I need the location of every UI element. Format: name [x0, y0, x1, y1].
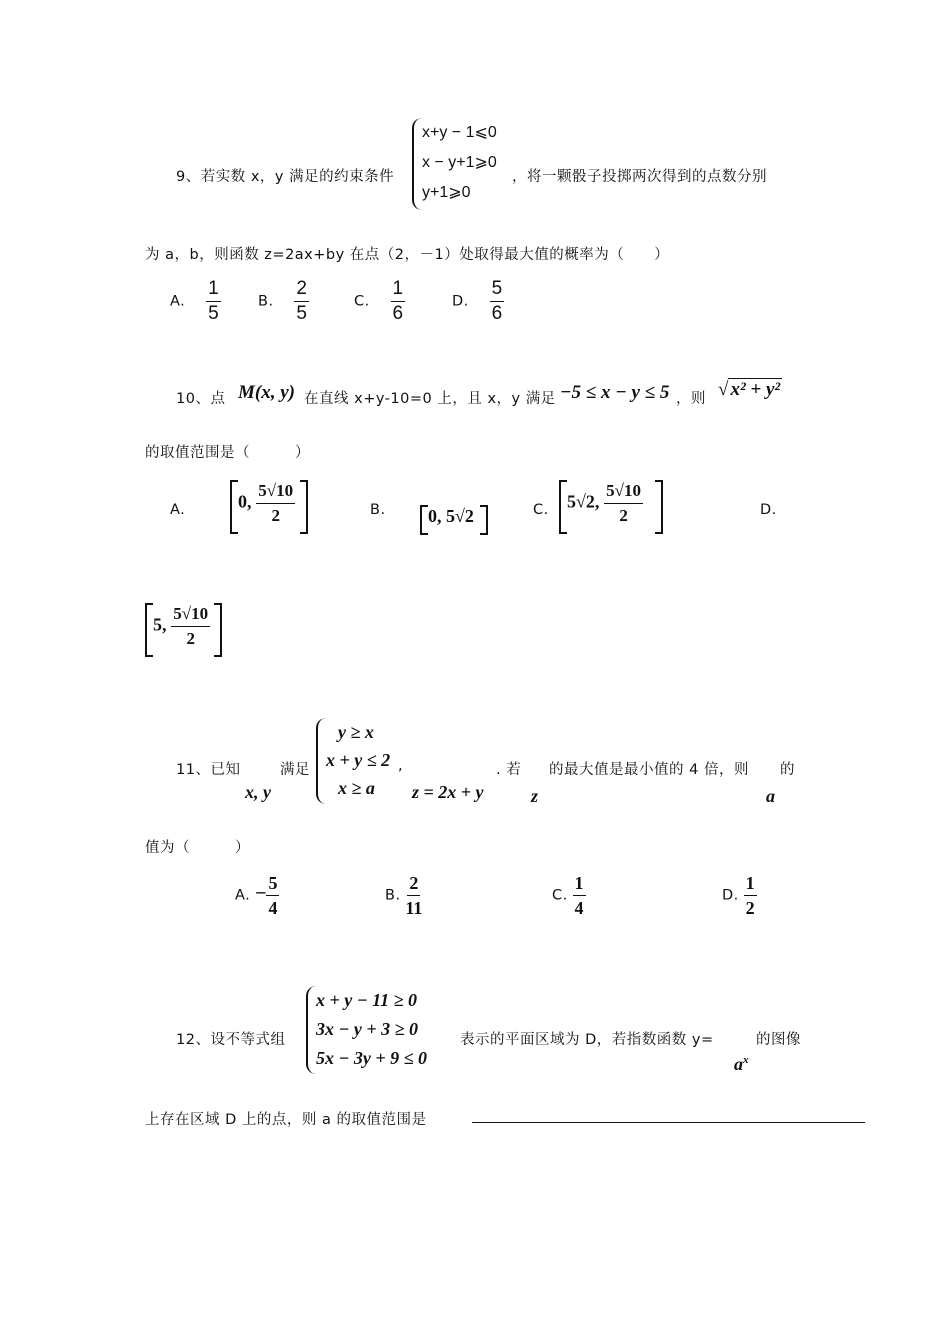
- q9-constraint-system: [412, 118, 497, 210]
- q12-constraint-2: 3x − y + 3 ≥ 0: [316, 1019, 419, 1039]
- q12-ax: $a^x$: [734, 1054, 749, 1074]
- q9-option-a-fraction: $\frac{1}{5}$: [208, 278, 219, 324]
- q9-constraint-1: x+y − 1⩽0: [422, 124, 497, 141]
- q10-then: ，则: [676, 391, 706, 407]
- q10-option-a-letter: A.: [170, 502, 186, 518]
- q10-option-b-interval: 0, 5√2: [428, 506, 474, 526]
- q11-constraint-1: y ≥ x: [338, 722, 374, 742]
- q12-mid: 表示的平面区域为 D，若指数函数 y=: [460, 1032, 714, 1048]
- q11-satisfy: 满足: [280, 762, 310, 778]
- q10-point: M(x, y): [238, 382, 295, 403]
- q11-constraint-2: x + y ≤ 2: [326, 750, 391, 770]
- q10-mid: 在直线 x+y-10=0 上，且 x，y 满足: [304, 391, 556, 407]
- q11-vars: x, y: [245, 782, 271, 802]
- q10-line2: 的取值范围是（ ）: [145, 445, 310, 461]
- q10-sqrt-expression: √ x² + y²: [718, 379, 781, 400]
- q10-prefix: 10、点: [176, 391, 226, 407]
- q11-line2: 值为（ ）: [145, 840, 250, 856]
- q10-option-d-left-bracket: [145, 603, 153, 657]
- q12-line2: 上存在区域 D 上的点，则 a 的取值范围是: [145, 1112, 427, 1128]
- q12-constraint-1: x + y − 11 ≥ 0: [316, 990, 418, 1010]
- q9-suffix: ，将一颗骰子投掷两次得到的点数分别: [512, 169, 767, 185]
- q11-z: z: [531, 786, 539, 806]
- q10-option-c-letter: C.: [533, 502, 549, 518]
- q11-if: . 若: [496, 762, 522, 778]
- q9-option-d-fraction: $\frac{5}{6}$: [491, 278, 503, 324]
- q11-constraint-system: [316, 718, 390, 804]
- q11-option-c: C. $\frac{1}{4}$: [552, 873, 584, 918]
- q9-constraint-3: y+1⩾0: [422, 184, 471, 201]
- q10-option-d-right-bracket: [214, 603, 222, 657]
- q11-z-expression: z = 2x + y: [412, 782, 484, 802]
- q12-end: 的图像: [756, 1032, 801, 1048]
- q9-prefix: 9、若实数 x，y 满足的约束条件: [176, 169, 395, 185]
- q10-option-d-interval: 5, $\frac{5√10}{2}$: [153, 604, 209, 648]
- q9-option-d: D. $\frac{5}{6}$: [452, 278, 503, 324]
- q11-comma: ,: [398, 758, 404, 774]
- q12-answer-blank[interactable]: [472, 1122, 865, 1123]
- q10-option-c-left-bracket: [559, 480, 567, 534]
- q9-option-a: A. $\frac{1}{5}$: [170, 278, 219, 324]
- q10-inequality: −5 ≤ x − y ≤ 5: [560, 382, 670, 403]
- q9-constraint-2: x − y+1⩾0: [422, 154, 497, 171]
- q11-a: a: [766, 786, 775, 806]
- q11-option-a: A. − $\frac{5}{4}$: [235, 873, 278, 918]
- q11-option-b: B. $\frac{2}{11}$: [385, 873, 423, 918]
- q11-of: 的: [780, 762, 795, 778]
- q12-prefix: 12、设不等式组: [176, 1032, 286, 1048]
- q11-constraint-3: x ≥ a: [338, 778, 375, 798]
- q10-option-a-interval: 0, $\frac{5√10}{2}$: [238, 481, 294, 525]
- q9-option-b-fraction: $\frac{2}{5}$: [296, 278, 307, 324]
- q10-option-a-right-bracket: [300, 480, 308, 534]
- q9-line2: 为 a，b，则函数 z=2ax+by 在点（2，－1）处取得最大值的概率为（ ）: [145, 247, 670, 263]
- q12-constraint-system: [306, 986, 427, 1074]
- q11-option-d: D. $\frac{1}{2}$: [722, 873, 755, 918]
- q10-option-a-left-bracket: [230, 480, 238, 534]
- q9-option-c-fraction: $\frac{1}{6}$: [392, 278, 404, 324]
- q10-option-b-letter: B.: [370, 502, 386, 518]
- q10-option-d-letter: D.: [760, 502, 777, 518]
- q12-constraint-3: 5x − 3y + 9 ≤ 0: [316, 1048, 428, 1068]
- q11-prefix: 11、已知: [176, 762, 241, 778]
- q10-option-c-right-bracket: [655, 480, 663, 534]
- q10-option-b-left-bracket: [420, 505, 428, 535]
- q10-option-b-right-bracket: [480, 505, 488, 535]
- q9-option-c: C. $\frac{1}{6}$: [354, 278, 404, 324]
- q11-text2: 的最大值是最小值的 4 倍，则: [549, 762, 749, 778]
- q10-option-c-interval: 5√2, $\frac{5√10}{2}$: [567, 481, 642, 525]
- q9-option-b: B. $\frac{2}{5}$: [258, 278, 307, 324]
